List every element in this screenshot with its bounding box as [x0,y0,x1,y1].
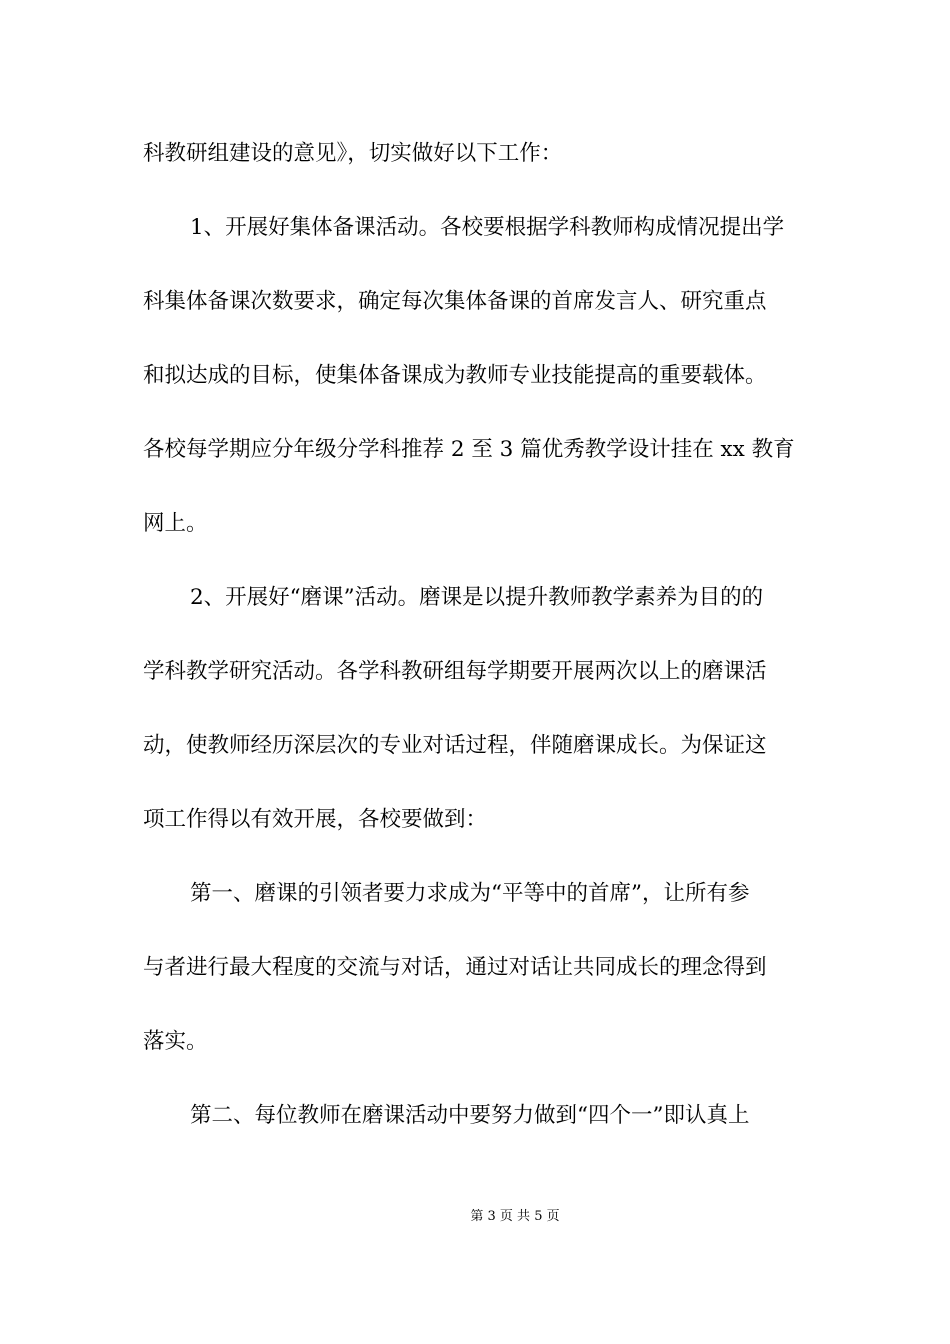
text-line: 科教研组建设的意见》，切实做好以下工作： [143,141,563,166]
text-line: 网上。 [143,511,208,536]
text-line: 与者进行最大程度的交流与对话，通过对话让共同成长的理念得到 [143,955,767,980]
text-line: 1、开展好集体备课活动。各校要根据学科教师构成情况提出学 [190,215,785,240]
page-number-footer: 第 3 页 共 5 页 [470,1209,560,1224]
text-line: 各校每学期应分年级分学科推荐 2 至 3 篇优秀教学设计挂在 xx 教育 [143,437,795,462]
text-line: 和拟达成的目标，使集体备课成为教师专业技能提高的重要载体。 [143,363,767,388]
text-line: 科集体备课次数要求，确定每次集体备课的首席发言人、研究重点 [143,289,767,314]
text-line: 第二、每位教师在磨课活动中要努力做到“四个一”即认真上 [190,1103,750,1128]
text-line: 2、开展好“磨课”活动。磨课是以提升教师教学素养为目的的 [190,585,764,610]
text-line: 项工作得以有效开展，各校要做到： [143,807,488,832]
text-line: 落实。 [143,1029,208,1054]
text-line: 第一、磨课的引领者要力求成为“平等中的首席”，让所有参 [190,881,750,906]
text-line: 学科教学研究活动。各学科教研组每学期要开展两次以上的磨课活 [143,659,767,684]
text-line: 动，使教师经历深层次的专业对话过程，伴随磨课成长。为保证这 [143,733,767,758]
